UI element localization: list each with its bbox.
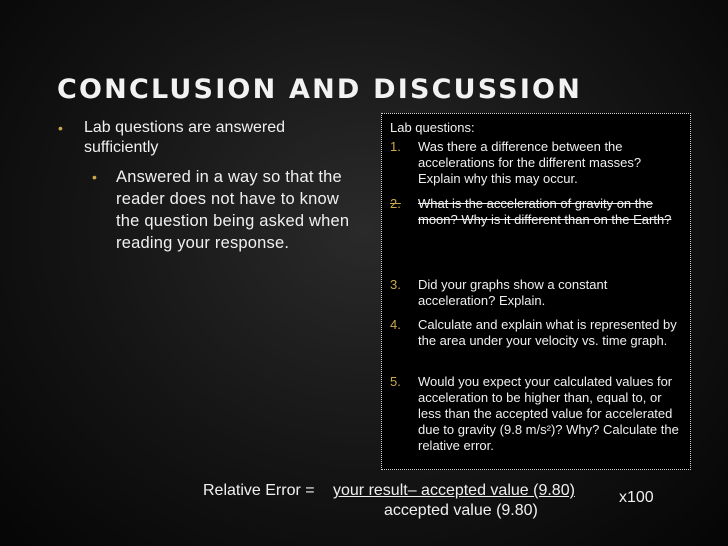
bullet-sub	[84, 166, 358, 254]
question-text: Was there a difference between the accelerations for the different masses? Explain why this may occur.	[418, 139, 642, 186]
formula-denominator: accepted value (9.80)	[384, 502, 538, 519]
question-number: 4.	[390, 317, 401, 332]
bullet-dot-icon: •	[92, 169, 98, 185]
lab-questions-heading: Lab questions:	[390, 120, 475, 135]
bullet-main	[58, 118, 358, 158]
formula-numerator: your result– accepted value (9.80)	[333, 482, 575, 499]
lab-question-5	[390, 374, 686, 454]
bullet-list	[58, 118, 358, 254]
bullet-main-text: Lab questions are answered sufficiently	[84, 119, 286, 156]
lab-question-1	[390, 139, 686, 187]
question-text: Did your graphs show a constant acceleration? Explain.	[418, 277, 608, 308]
question-text: Would you expect your calculated values for acceleration to be higher than, equal to, or less than the accepted value for accelerated due to gravity (9.8 m/s²)? Why? Calculate the relative error.	[418, 374, 679, 453]
question-number: 5.	[390, 374, 401, 389]
question-text: What is the acceleration of gravity on the moon? Why is it different than on the Earth?	[418, 196, 672, 227]
lab-question-2	[390, 196, 686, 228]
bullet-sub-text: Answered in a way so that the reader does not have to know the question being asked when reading your response.	[116, 168, 350, 252]
question-number: 3.	[390, 277, 401, 292]
lab-questions-box	[381, 113, 691, 470]
slide-title: CONCLUSION AND DISCUSSION	[57, 74, 583, 105]
lab-question-4	[390, 317, 686, 349]
formula-multiplier: x100	[619, 489, 654, 506]
question-number: 1.	[390, 139, 401, 154]
question-text: Calculate and explain what is represented by the area under your velocity vs. time graph.	[418, 317, 677, 348]
question-number: 2.	[390, 196, 401, 211]
lab-question-3	[390, 277, 686, 309]
bullet-dot-icon: •	[58, 120, 63, 136]
formula-label: Relative Error =	[203, 482, 315, 499]
